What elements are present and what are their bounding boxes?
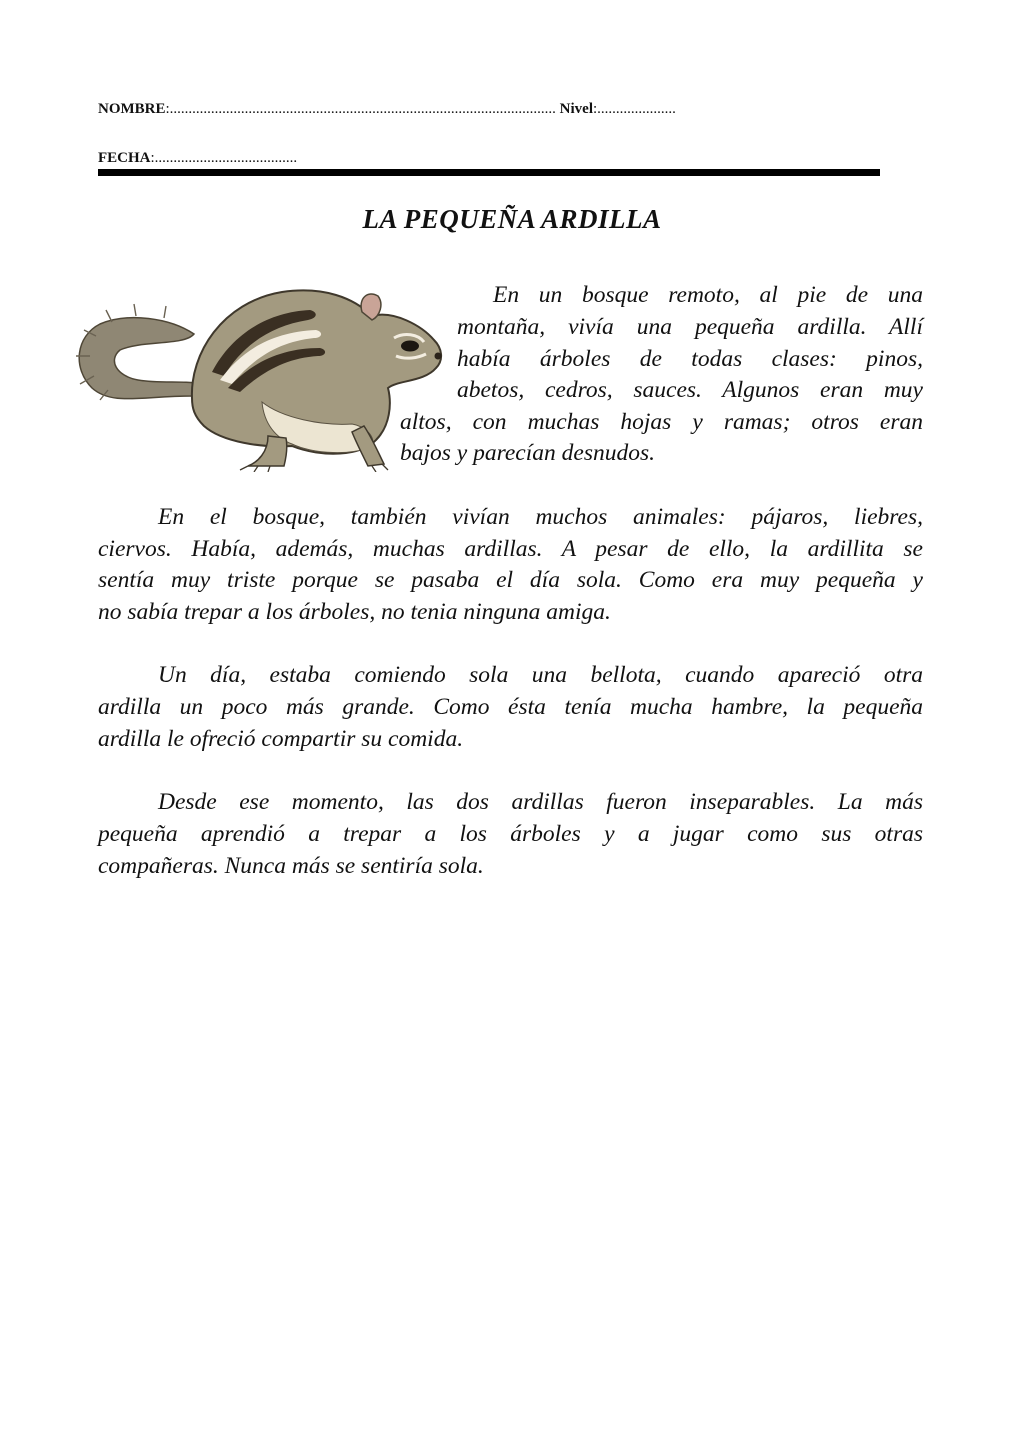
paragraph-line: había árboles de todas clases: pinos,	[457, 346, 923, 372]
header-divider	[98, 169, 880, 176]
fecha-label: FECHA	[98, 150, 151, 166]
paragraph-line: compañeras. Nunca más se sentiría sola.	[98, 853, 484, 879]
paragraph-line: ardilla un poco más grande. Como ésta tenía mucha hambre, la pequeña	[98, 694, 923, 720]
paragraph-line: montaña, vivía una pequeña ardilla. Allí	[457, 314, 923, 340]
nivel-blank[interactable]: :.....................	[593, 101, 676, 117]
paragraph-line: bajos y parecían desnudos.	[400, 440, 655, 466]
nombre-blank[interactable]: :.......................................................................................................	[165, 101, 556, 117]
paragraph-line: altos, con muchas hojas y ramas; otros eran	[400, 409, 923, 435]
paragraph-line: abetos, cedros, sauces. Algunos eran muy	[457, 377, 923, 403]
paragraph-line: pequeña aprendió a trepar a los árboles y a jugar como sus otras	[98, 821, 923, 847]
paragraph-line: no sabía trepar a los árboles, no tenia ninguna amiga.	[98, 599, 611, 625]
paragraph-line: ardilla le ofreció compartir su comida.	[98, 726, 464, 752]
paragraph-line: Un día, estaba comiendo sola una bellota, cuando apareció otra	[158, 662, 923, 688]
paragraph-line: En el bosque, también vivían muchos animales: pájaros, liebres,	[158, 504, 923, 530]
nivel-label: Nivel	[559, 101, 593, 117]
paragraph-line: sentía muy triste porque se pasaba el día sola. Como era muy pequeña y	[98, 567, 923, 593]
nombre-field[interactable]	[98, 99, 676, 119]
paragraph-line: En un bosque remoto, al pie de una	[493, 282, 923, 308]
fecha-blank[interactable]: :......................................	[150, 150, 298, 166]
nombre-label: NOMBRE	[98, 101, 166, 117]
paragraph-line: ciervos. Había, además, muchas ardillas. A pesar de ello, la ardillita se	[98, 536, 923, 562]
paragraph-line: Desde ese momento, las dos ardillas fueron inseparables. La más	[158, 789, 923, 815]
page-title: LA PEQUEÑA ARDILLA	[362, 204, 662, 234]
fecha-field[interactable]	[98, 148, 297, 168]
squirrel-illustration	[72, 276, 446, 472]
